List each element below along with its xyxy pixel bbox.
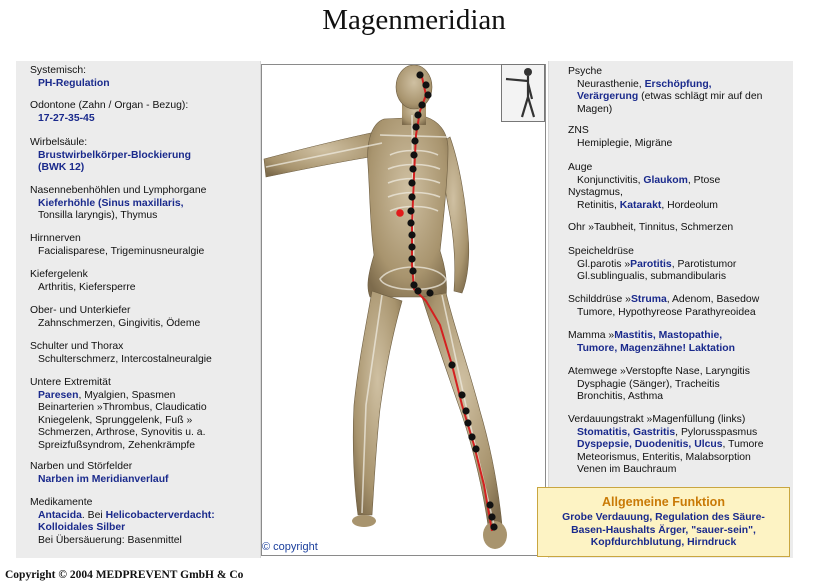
highlight-text: Tumore, Magenzähne! Laktation xyxy=(577,342,735,354)
section-heading: Psyche xyxy=(568,66,603,77)
section-heading xyxy=(568,330,735,343)
left-section xyxy=(30,377,207,452)
left-info-panel xyxy=(16,61,261,558)
meridian-point xyxy=(472,445,479,452)
right-section xyxy=(568,222,733,235)
plain-text: Tumore, Hypothyreose Parathyreoidea xyxy=(577,306,756,318)
section-line xyxy=(568,259,736,272)
left-section xyxy=(30,305,200,330)
highlight-text: Helicobacterverdacht: xyxy=(105,509,215,521)
plain-text: , Ptose xyxy=(687,174,721,186)
meridian-figure-frame xyxy=(261,64,546,556)
left-section xyxy=(30,185,206,223)
meridian-point xyxy=(407,219,414,226)
highlight-text: (BWK 12) xyxy=(38,162,85,173)
section-line xyxy=(568,343,735,356)
section-heading: Auge xyxy=(568,162,593,173)
meridian-point xyxy=(414,111,421,118)
section-heading: Ober- und Unterkiefer xyxy=(30,305,131,316)
section-line xyxy=(568,439,764,452)
plain-text: Schulterschmerz, Intercostalneuralgie xyxy=(38,353,212,365)
plain-text: Spreizfußsyndrom, Zehenkrämpfe xyxy=(38,439,196,451)
plain-text: Nystagmus, xyxy=(568,187,623,198)
highlight-text: Mastitis, Mastopathie, xyxy=(614,330,723,341)
plain-text: Meteorismus, Enteritis, Malabsorption xyxy=(577,451,751,463)
section-line xyxy=(30,113,188,126)
plain-text: , Hordeolum xyxy=(661,199,718,211)
highlight-text: Verärgerung xyxy=(577,91,639,102)
section-heading: Systemisch: xyxy=(30,65,87,76)
meridian-point xyxy=(412,123,419,130)
meridian-point xyxy=(490,523,497,530)
general-function-line: Basen-Haushalts Ärger, "sauer-sein", xyxy=(571,524,756,536)
plain-text: Bronchitis, Asthma xyxy=(577,391,664,402)
section-line xyxy=(30,282,136,295)
left-section xyxy=(30,461,169,486)
meridian-point xyxy=(424,91,431,98)
highlight-text: Stomatitis, Gastritis xyxy=(577,426,676,438)
section-heading: Hirnnerven xyxy=(30,233,81,244)
meridian-point xyxy=(409,165,416,172)
highlight-text: Paresen xyxy=(38,389,79,401)
meridian-point xyxy=(408,179,415,186)
meridian-point xyxy=(408,243,415,250)
page-title: Magenmeridian xyxy=(322,4,506,36)
plain-text: Arthritis, Kiefersperre xyxy=(38,281,136,293)
plain-text: Hemiplegie, Migräne xyxy=(577,137,673,149)
plain-text: Konjunctivitis, xyxy=(577,174,644,186)
section-line xyxy=(30,402,207,415)
meridian-point xyxy=(468,433,475,440)
highlight-text: Kolloidales Silber xyxy=(38,522,126,533)
right-section xyxy=(568,125,672,150)
pose-thumbnail[interactable] xyxy=(501,64,545,122)
plain-text: Facialisparese, Trigeminusneuralgie xyxy=(38,245,205,257)
meridian-point xyxy=(410,151,417,158)
section-line xyxy=(30,246,204,259)
body-meridian-figure xyxy=(262,65,545,555)
meridian-point xyxy=(407,207,414,214)
section-line xyxy=(30,354,212,367)
section-line xyxy=(30,440,207,453)
section-heading: Odontone (Zahn / Organ - Bezug): xyxy=(30,100,189,111)
left-section xyxy=(30,137,191,175)
section-line xyxy=(568,452,764,465)
meridian-point xyxy=(410,281,417,288)
section-heading xyxy=(568,294,759,307)
plain-text: Retinitis, xyxy=(577,199,620,211)
section-line xyxy=(30,510,215,523)
section-line xyxy=(30,318,200,331)
section-heading: Narben und Störfelder xyxy=(30,461,133,472)
plain-text: Venen im Bauchraum xyxy=(577,464,677,475)
plain-text: , Pylorusspasmus xyxy=(675,426,758,438)
right-section xyxy=(568,414,764,477)
section-line xyxy=(568,187,720,200)
right-section xyxy=(568,366,750,404)
section-line xyxy=(568,175,720,188)
plain-text: Dysphagie (Sänger), Tracheitis xyxy=(577,378,720,390)
left-section xyxy=(30,497,215,547)
section-line xyxy=(568,91,762,104)
right-section xyxy=(568,66,762,116)
marker-point-red xyxy=(396,209,404,217)
meridian-point xyxy=(416,71,423,78)
left-section xyxy=(30,269,136,294)
extended-arm xyxy=(264,131,382,177)
meridian-point xyxy=(464,419,471,426)
left-section xyxy=(30,65,110,90)
section-line xyxy=(30,210,206,223)
footer-copyright: Copyright © 2004 MEDPREVENT GmbH & Co xyxy=(5,569,244,581)
section-line xyxy=(30,535,215,548)
section-heading: Wirbelsäule: xyxy=(30,137,88,148)
right-leg xyxy=(422,293,502,525)
left-section xyxy=(30,233,204,258)
section-heading: Speicheldrüse xyxy=(568,246,634,257)
plain-text: Zahnschmerzen, Gingivitis, Ödeme xyxy=(38,317,201,329)
section-line xyxy=(30,415,207,428)
right-section xyxy=(568,162,720,212)
section-heading: Ohr »Taubheit, Tinnitus, Schmerzen xyxy=(568,222,734,233)
section-heading: Medikamente xyxy=(30,497,93,508)
section-line xyxy=(568,379,750,392)
meridian-point xyxy=(488,513,495,520)
highlight-text: Parotitis xyxy=(630,258,672,270)
plain-text: Schilddrüse » xyxy=(568,294,631,305)
section-line xyxy=(30,78,110,91)
plain-text: Bei Übersäuerung: Basenmittel xyxy=(38,534,182,546)
section-line xyxy=(30,162,191,175)
section-heading: Kiefergelenk xyxy=(30,269,88,280)
meridian-point xyxy=(408,231,415,238)
highlight-text: Antacida xyxy=(38,509,82,521)
section-line xyxy=(568,307,759,320)
meridian-point xyxy=(408,193,415,200)
plain-text: , Myalgien, Spasmen xyxy=(78,389,176,401)
section-line xyxy=(568,79,762,92)
plain-text: Kniegelenk, Sprunggelenk, Fuß » xyxy=(38,414,193,426)
section-heading: Atemwege »Verstopfte Nase, Laryngitis xyxy=(568,366,750,377)
meridian-point xyxy=(411,137,418,144)
section-heading: Nasennebenhöhlen und Lymphorgane xyxy=(30,185,207,196)
highlight-text: Brustwirbelkörper-Blockierung xyxy=(38,149,192,161)
plain-text: Mamma » xyxy=(568,330,615,341)
plain-text: Schmerzen, Arthrose, Synovitis u. a. xyxy=(38,427,206,438)
meridian-point xyxy=(458,391,465,398)
meridian-point xyxy=(422,81,429,88)
left-section xyxy=(30,100,188,125)
section-line xyxy=(568,200,720,213)
right-info-panel xyxy=(548,61,793,558)
highlight-text: Katarakt xyxy=(619,199,662,211)
plain-text: Beinarterien »Thrombus, Claudicatio xyxy=(38,402,207,413)
meridian-point xyxy=(448,361,455,368)
highlight-text: Kieferhöhle (Sinus maxillaris, xyxy=(38,197,184,209)
section-line xyxy=(568,427,764,440)
section-line xyxy=(30,522,215,535)
general-function-line: Grobe Verdauung, Regulation des Säure- xyxy=(562,512,765,523)
plain-text: . Bei xyxy=(81,509,106,521)
section-line xyxy=(30,427,207,440)
meridian-point xyxy=(414,287,421,294)
section-heading: Verdauungstrakt »Magenfüllung (links) xyxy=(568,414,746,425)
meridian-point xyxy=(426,289,433,296)
highlight-text: Struma xyxy=(630,294,667,305)
general-function-line: Kopfdurchblutung, Hirndruck xyxy=(590,537,737,548)
plain-text: Gl.sublingualis, submandibularis xyxy=(577,271,727,282)
general-function-body xyxy=(538,512,789,550)
plain-text: , Adenom, Basedow xyxy=(666,294,760,305)
section-line xyxy=(568,391,750,404)
section-line xyxy=(568,138,672,151)
highlight-text: 17-27-35-45 xyxy=(38,112,95,124)
section-line xyxy=(30,198,206,211)
plain-text: Neurasthenie, xyxy=(577,78,645,90)
section-line xyxy=(568,104,762,117)
plain-text: , Parotistumor xyxy=(671,258,737,270)
meridian-point xyxy=(409,267,416,274)
plain-text: Tonsilla laryngis), Thymus xyxy=(38,210,158,221)
right-section xyxy=(568,246,736,284)
right-section xyxy=(568,330,735,355)
image-copyright-link[interactable]: © copyright xyxy=(262,541,318,553)
section-line xyxy=(568,464,764,477)
plain-text: Magen) xyxy=(577,103,613,115)
left-section xyxy=(30,341,212,366)
section-line xyxy=(568,271,736,284)
plain-text: (etwas schlägt mir auf den xyxy=(638,91,763,102)
highlight-text: Narben im Meridianverlauf xyxy=(38,473,169,485)
general-function-title: Allgemeine Funktion xyxy=(602,495,725,509)
plain-text: , Tumore xyxy=(722,439,764,450)
meridian-point xyxy=(408,255,415,262)
highlight-text: Erschöpfung, xyxy=(644,78,712,90)
meridian-point xyxy=(462,407,469,414)
section-line xyxy=(30,390,207,403)
highlight-text: Glaukom xyxy=(643,174,688,186)
section-line xyxy=(30,150,191,163)
section-heading: Schulter und Thorax xyxy=(30,341,124,352)
section-line xyxy=(30,474,169,487)
right-section xyxy=(568,294,759,319)
general-function-box xyxy=(537,487,790,557)
meridian-point xyxy=(486,501,493,508)
meridian-point xyxy=(418,101,425,108)
left-foot xyxy=(352,515,376,527)
highlight-text: PH-Regulation xyxy=(38,77,110,89)
section-heading: Untere Extremität xyxy=(30,377,111,388)
highlight-text: Dyspepsie, Duodenitis, Ulcus xyxy=(577,439,723,450)
section-heading: ZNS xyxy=(568,125,589,136)
plain-text: Gl.parotis » xyxy=(577,258,631,270)
